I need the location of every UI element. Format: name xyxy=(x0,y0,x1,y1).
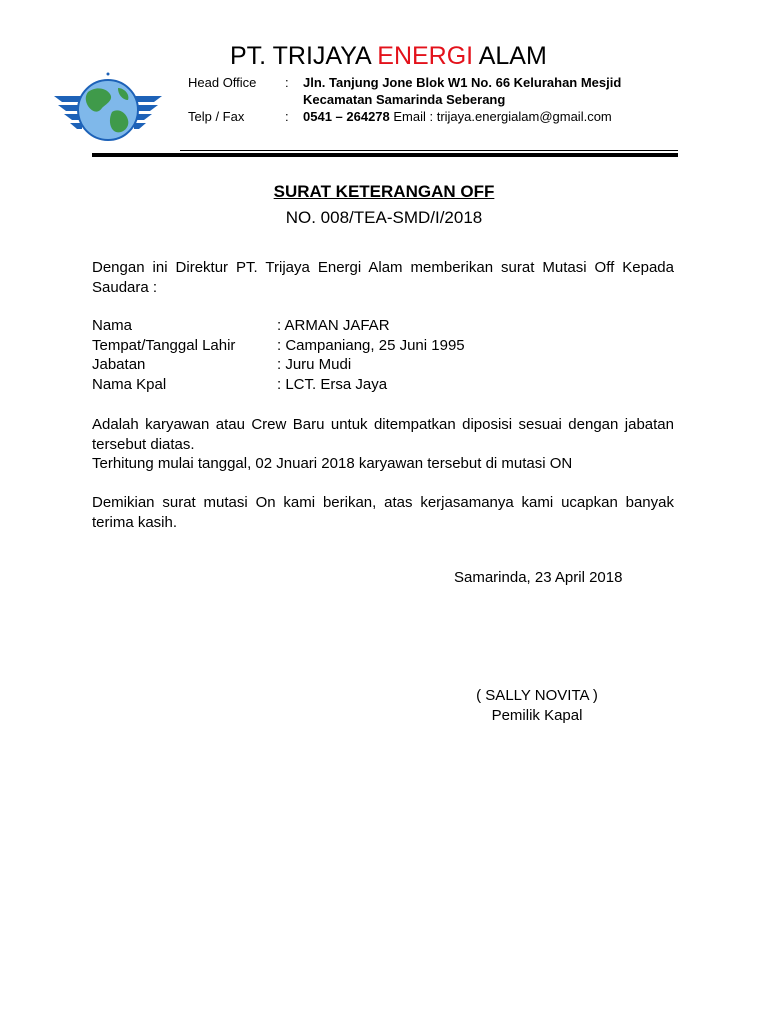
letterhead-divider-thick xyxy=(92,153,678,157)
company-name-accent: ENERGI xyxy=(377,42,474,70)
intro-paragraph: Dengan ini Direktur PT. Trijaya Energi Alam memberikan surat Mutasi Off Kepada Saudara : xyxy=(92,259,674,296)
company-logo-icon xyxy=(52,68,164,152)
field-label-nama: Nama xyxy=(92,317,133,334)
field-label-jabatan: Jabatan xyxy=(92,356,146,373)
head-office-address-line1: Jln. Tanjung Jone Blok W1 No. 66 Kelurahan Mesjid xyxy=(303,75,622,90)
field-value-kapal: : LCT. Ersa Jaya xyxy=(277,376,388,393)
signatory-name: ( SALLY NOVITA ) xyxy=(476,687,598,704)
field-label-ttl: Tempat/Tanggal Lahir xyxy=(92,337,236,354)
closing-paragraph: Demikian surat mutasi On kami berikan, atas kerjasamanya kami ucapkan banyak terima kasih. xyxy=(92,494,674,531)
field-value-jabatan: : Juru Mudi xyxy=(277,356,352,373)
telp-label: Telp / Fax xyxy=(188,109,245,124)
telp-number: 0541 – 264278 xyxy=(303,109,390,124)
field-label-kapal: Nama Kpal xyxy=(92,376,167,393)
email-text: Email : trijaya.energialam@gmail.com xyxy=(389,109,612,124)
field-value-ttl: : Campaniang, 25 Juni 1995 xyxy=(277,337,465,354)
place-date: Samarinda, 23 April 2018 xyxy=(454,569,623,586)
telp-colon: : xyxy=(285,109,289,124)
letter-title: SURAT KETERANGAN OFF xyxy=(273,182,495,201)
head-office-colon: : xyxy=(285,75,289,90)
head-office-label: Head Office xyxy=(188,75,257,90)
head-office-address-line2: Kecamatan Samarinda Seberang xyxy=(303,92,506,107)
field-value-nama: : ARMAN JAFAR xyxy=(277,317,390,334)
telp-contact xyxy=(303,109,612,124)
company-name xyxy=(230,42,547,71)
letter-number: NO. 008/TEA-SMD/I/2018 xyxy=(285,208,483,227)
signatory-role: Pemilik Kapal xyxy=(491,707,583,724)
company-name-prefix: PT. TRIJAYA xyxy=(230,42,378,70)
letterhead-divider-thin xyxy=(180,150,678,151)
company-name-suffix: ALAM xyxy=(473,42,547,70)
body-paragraph-2: Terhitung mulai tanggal, 02 Jnuari 2018 karyawan tersebut di mutasi ON xyxy=(92,455,573,472)
body-paragraph-1: Adalah karyawan atau Crew Baru untuk ditempatkan diposisi sesuai dengan jabatan tersebut diatas. xyxy=(92,416,674,453)
